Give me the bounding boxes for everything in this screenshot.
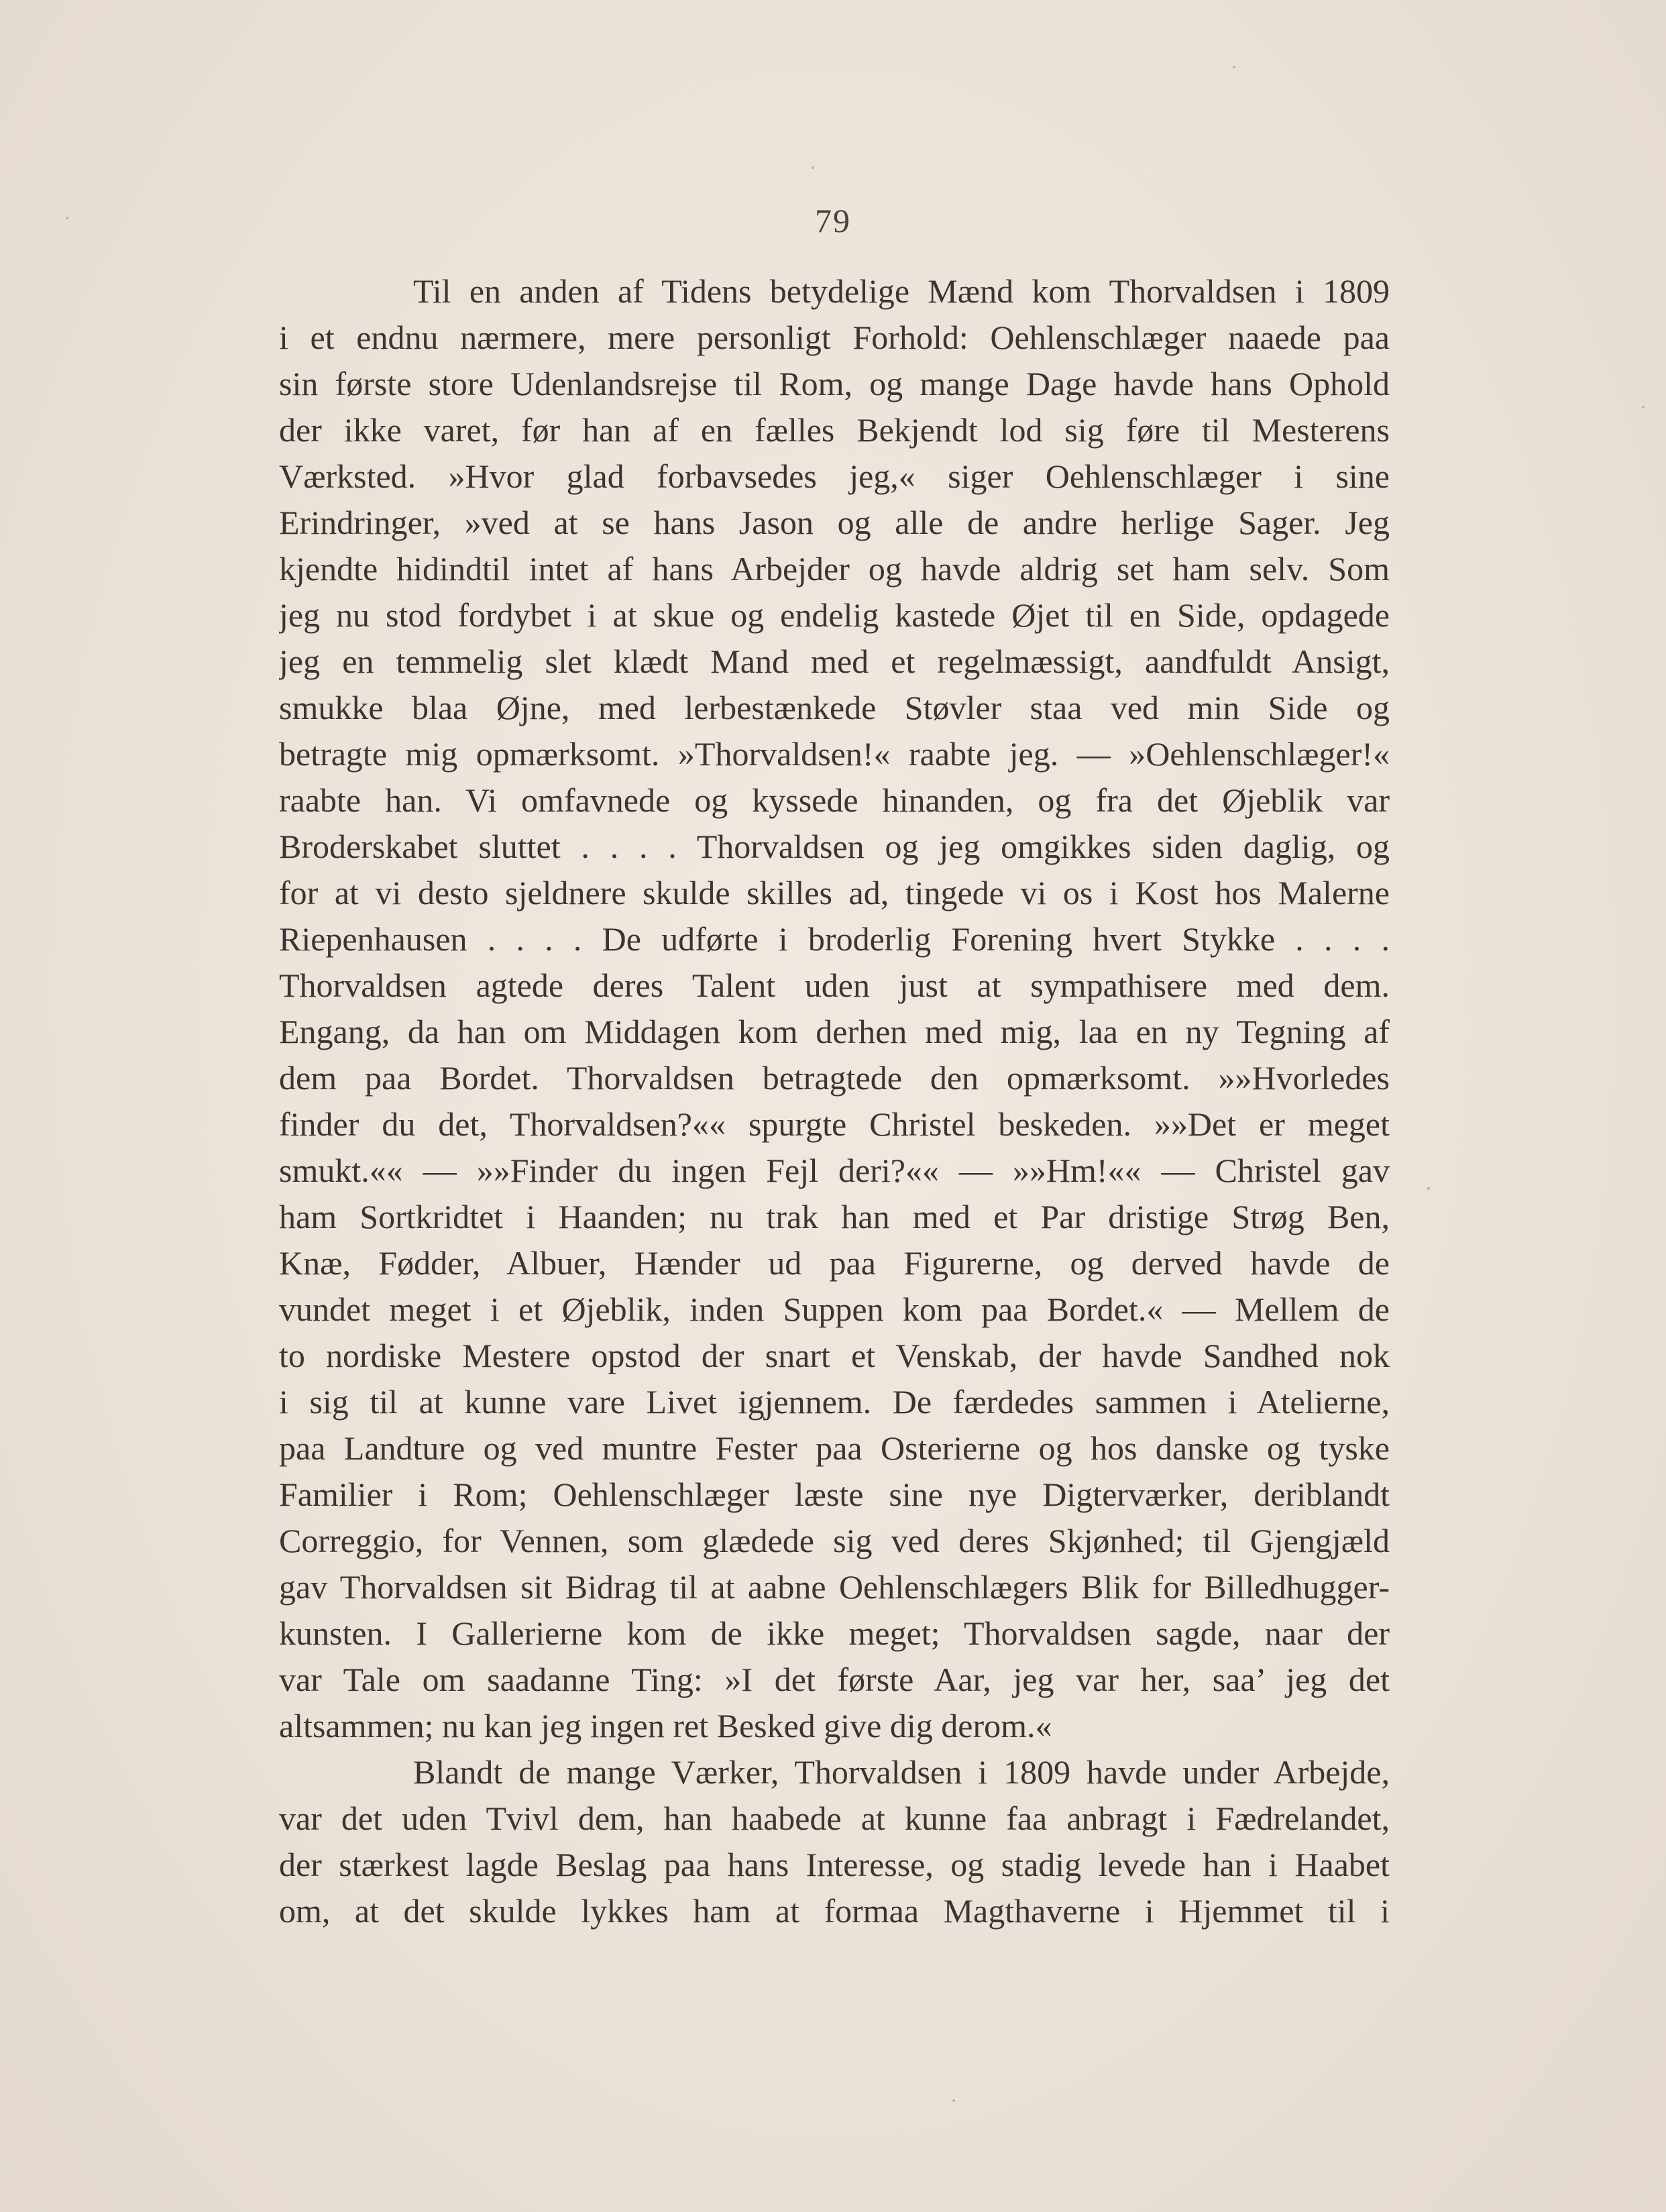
text-line: Engang, da han om Middagen kom derhen med mig, laa en ny Tegning af: [279, 1013, 1390, 1050]
text-line: betragte mig opmærksomt. »Thorvaldsen!« raabte jeg. — »Oehlenschlæger!«: [279, 735, 1390, 773]
text-line: gav Thorvaldsen sit Bidrag til at aabne Oehlenschlægers Blik for Billedhugger-: [279, 1568, 1390, 1606]
text-line: jeg nu stod fordybet i at skue og endelig kastede Øjet til en Side, opdagede: [279, 596, 1390, 634]
text-line: kjendte hidindtil intet af hans Arbejder og havde aldrig set ham selv. Som: [279, 550, 1390, 588]
text-line: dem paa Bordet. Thorvaldsen betragtede den opmærksomt. »»Hvorledes: [279, 1059, 1390, 1097]
paper-speck: [812, 166, 814, 169]
text-line: i et endnu nærmere, mere personligt Forhold: Oehlenschlæger naaede paa: [279, 319, 1390, 356]
text-line: finder du det, Thorvaldsen?«« spurgte Christel beskeden. »»Det er meget: [279, 1105, 1390, 1143]
text-line: Blandt de mange Værker, Thorvaldsen i 1809 havde under Arbejde,: [413, 1753, 1390, 1791]
paper-speck: [952, 2099, 955, 2102]
text-line: for at vi desto sjeldnere skulde skilles ad, tingede vi os i Kost hos Malerne: [279, 874, 1390, 911]
text-line: Til en anden af Tidens betydelige Mænd kom Thorvaldsen i 1809: [413, 272, 1390, 310]
paper-speck: [66, 217, 68, 219]
text-line: Thorvaldsen agtede deres Talent uden just at sympathisere med dem.: [279, 966, 1390, 1004]
text-line: paa Landture og ved muntre Fester paa Osterierne og hos danske og tyske: [279, 1429, 1390, 1467]
text-line: vundet meget i et Øjeblik, inden Suppen kom paa Bordet.« — Mellem de: [279, 1290, 1390, 1328]
text-line: Erindringer, »ved at se hans Jason og alle de andre herlige Sager. Jeg: [279, 504, 1390, 541]
text-line: sin første store Udenlandsrejse til Rom, og mange Dage havde hans Ophold: [279, 365, 1390, 402]
text-line: der stærkest lagde Beslag paa hans Interesse, og stadig levede han i Haabet: [279, 1846, 1390, 1883]
text-line: kunsten. I Gallerierne kom de ikke meget; Thorvaldsen sagde, naar der: [279, 1614, 1390, 1652]
text-line: Familier i Rom; Oehlenschlæger læste sine nye Digterværker, deriblandt: [279, 1476, 1390, 1513]
text-line: altsammen; nu kan jeg ingen ret Besked give dig derom.«: [279, 1707, 1052, 1745]
text-line: i sig til at kunne vare Livet igjennem. De færdedes sammen i Atelierne,: [279, 1383, 1390, 1421]
text-line: smukt.«« — »»Finder du ingen Fejl deri?«« — »»Hm!«« — Christel gav: [279, 1152, 1390, 1189]
paper-speck: [1233, 66, 1235, 68]
text-line: ham Sortkridtet i Haanden; nu trak han med et Par dristige Strøg Ben,: [279, 1198, 1390, 1235]
text-line: Broderskabet sluttet . . . . Thorvaldsen og jeg omgikkes siden daglig, og: [279, 828, 1390, 865]
text-line: to nordiske Mestere opstod der snart et Venskab, der havde Sandhed nok: [279, 1337, 1390, 1374]
text-line: smukke blaa Øjne, med lerbestænkede Støvler staa ved min Side og: [279, 689, 1390, 726]
paper-speck: [1642, 406, 1645, 408]
text-line: var Tale om saadanne Ting: »I det første Aar, jeg var her, saa’ jeg det: [279, 1661, 1390, 1698]
text-line: Værksted. »Hvor glad forbavsedes jeg,« siger Oehlenschlæger i sine: [279, 457, 1390, 495]
text-line: raabte han. Vi omfavnede og kyssede hinanden, og fra det Øjeblik var: [279, 781, 1390, 819]
text-line: Correggio, for Vennen, som glædede sig ved deres Skjønhed; til Gjengjæld: [279, 1522, 1390, 1559]
paper-speck: [1427, 1187, 1430, 1190]
text-line: Knæ, Fødder, Albuer, Hænder ud paa Figurerne, og derved havde de: [279, 1244, 1390, 1282]
body-text: [279, 268, 1390, 1934]
page-number: 79: [815, 202, 851, 239]
text-line: der ikke varet, før han af en fælles Bekjendt lod sig føre til Mesterens: [279, 411, 1390, 449]
text-line: jeg en temmelig slet klædt Mand med et regelmæssigt, aandfuldt Ansigt,: [279, 643, 1390, 680]
text-line: var det uden Tvivl dem, han haabede at kunne faa anbragt i Fædrelandet,: [279, 1800, 1390, 1837]
text-line: Riepenhausen . . . . De udførte i broderlig Forening hvert Stykke . . . .: [279, 920, 1390, 958]
text-line: om, at det skulde lykkes ham at formaa Magthaverne i Hjemmet til i: [279, 1892, 1390, 1930]
